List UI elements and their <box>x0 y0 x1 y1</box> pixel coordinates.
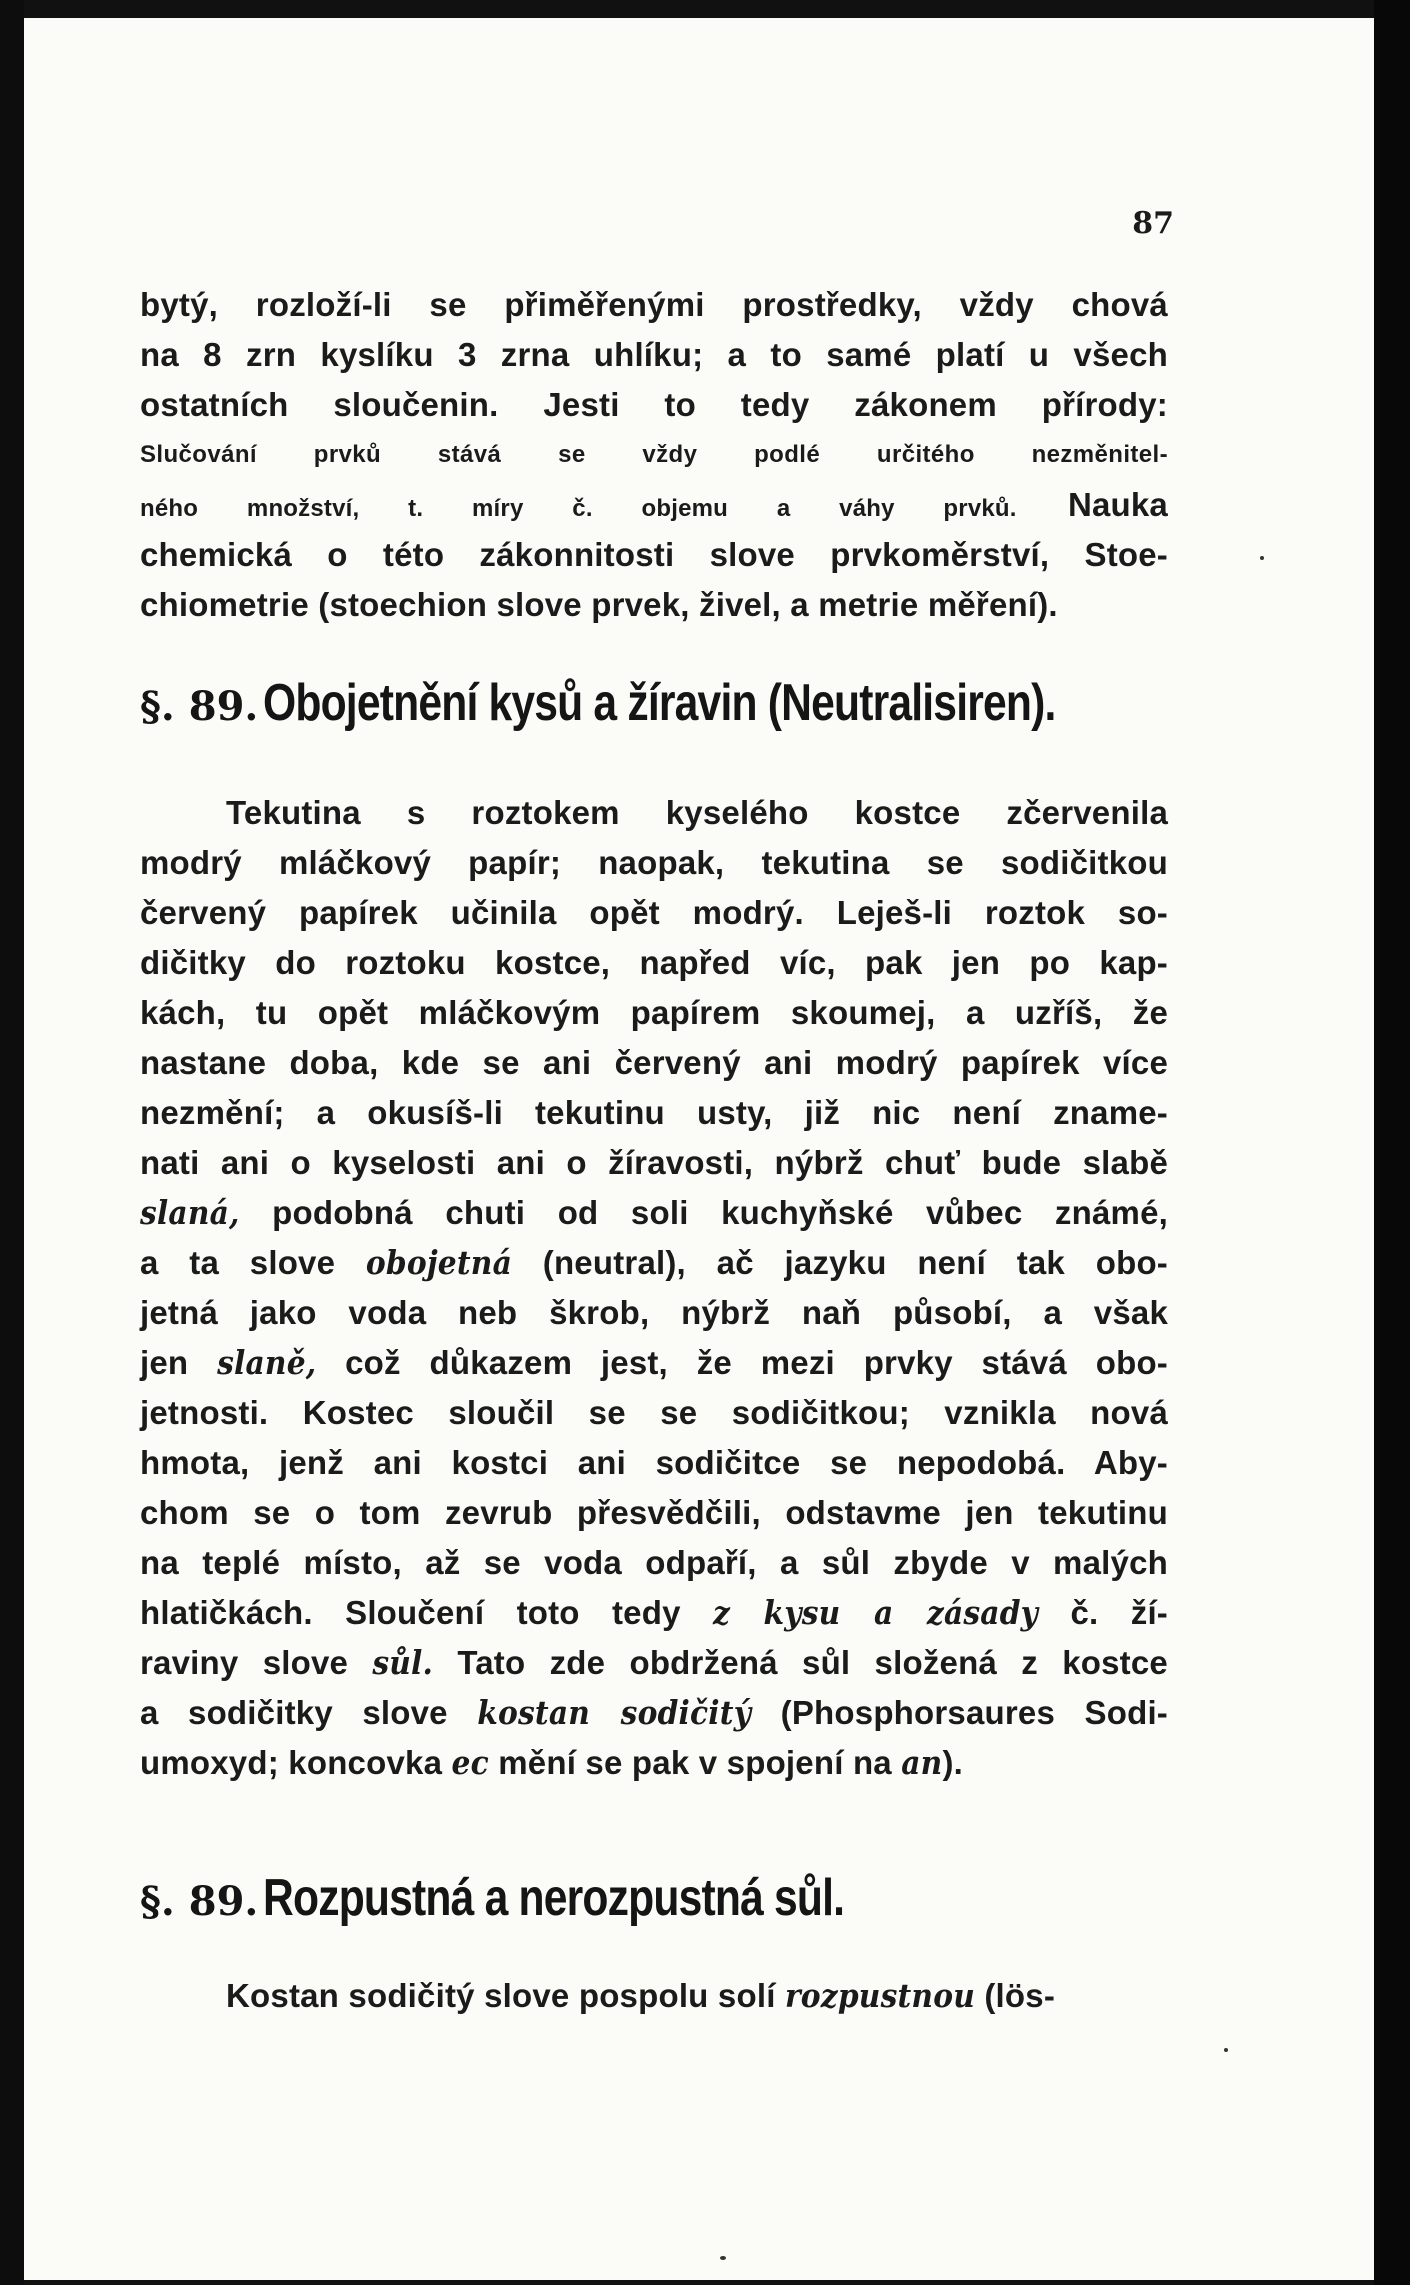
italic-term: an <box>901 1743 943 1782</box>
text-line <box>140 1038 1168 1088</box>
text-line <box>140 1438 1168 1488</box>
paragraph-1 <box>140 280 1168 630</box>
text-line <box>140 530 1168 580</box>
italic-term: ec <box>451 1743 489 1782</box>
line-text: Tekutina s roztokem kyselého kostce zčervenila <box>226 794 1168 831</box>
line-text: mění se pak v spojení na <box>488 1744 902 1781</box>
text-line <box>140 1538 1168 1588</box>
line-text: umoxyd; koncovka <box>140 1744 452 1781</box>
italic-term: rozpustnou <box>784 1976 975 2015</box>
line-text: hmota, jenž ani kostci ani sodičitce se nepodobá. Aby- <box>140 1444 1168 1481</box>
line-text: na teplé místo, až se voda odpaří, a sůl zbyde v malých <box>140 1544 1168 1581</box>
line-text: jetnosti. Kostec sloučil se se sodičitkou; vznikla nová <box>140 1394 1168 1431</box>
line-text: modrý mláčkový papír; naopak, tekutina se sodičitkou <box>140 844 1168 881</box>
line-text: nati ani o kyselosti ani o žíravosti, nýbrž chuť bude slabě <box>140 1144 1168 1181</box>
text-line <box>140 1488 1168 1538</box>
page-number: 87 <box>1132 206 1174 241</box>
line-text: což důkazem jest, že mezi prvky stává obo- <box>316 1344 1168 1381</box>
paragraph-2 <box>140 788 1168 1788</box>
text-line <box>140 1288 1168 1338</box>
text-line <box>140 1238 1168 1288</box>
text-line <box>140 1971 1168 2021</box>
line-text: nastane doba, kde se ani červený ani modrý papírek více <box>140 1044 1168 1081</box>
text-line <box>140 1388 1168 1438</box>
text-line <box>140 888 1168 938</box>
section-number: §. 89. <box>140 1878 259 1925</box>
italic-term: obojetná <box>365 1243 513 1282</box>
line-text: podobná chuti od soli kuchyňské vůbec známé, <box>239 1194 1168 1231</box>
text-line <box>140 1088 1168 1138</box>
section-number: §. 89. <box>140 683 259 730</box>
line-text: kách, tu opět mláčkovým papírem skoumej, a uzříš, že <box>140 994 1168 1031</box>
section-heading-salts <box>140 1863 1168 1933</box>
line-text: ). <box>942 1744 964 1781</box>
scan-speck <box>1260 556 1264 560</box>
italic-term: sůl. <box>372 1643 434 1682</box>
text-line <box>140 1138 1168 1188</box>
scan-left-edge <box>0 0 24 2285</box>
line-text: chom se o tom zevrub přesvědčili, odstavme jen tekutinu <box>140 1494 1168 1531</box>
line-text: chiometrie (stoechion slove prvek, živel, a metrie měření). <box>140 586 1058 623</box>
text-line <box>140 480 1168 530</box>
section-title: Rozpustná a nerozpustná sůl. <box>262 1869 844 1927</box>
text-line <box>140 838 1168 888</box>
text-line <box>140 1738 1168 1788</box>
paragraph-3 <box>140 1971 1168 2021</box>
line-text: č. ží- <box>1038 1594 1168 1631</box>
line-text: červený papírek učinila opět modrý. Leješ-li roztok so- <box>140 894 1168 931</box>
line-text: Kostan sodičitý slove pospolu solí <box>226 1977 785 2014</box>
text-line <box>140 1188 1168 1238</box>
scan-speck <box>1224 2048 1228 2052</box>
line-text: nezmění; a okusíš-li tekutinu usty, již nic není zname- <box>140 1094 1168 1131</box>
italic-term: slaná, <box>140 1193 240 1232</box>
text-line <box>140 938 1168 988</box>
text-line <box>140 380 1168 430</box>
text-line <box>140 580 1168 630</box>
line-text: jetná jako voda neb škrob, nýbrž naň působí, a však <box>140 1294 1168 1331</box>
line-text: Slučování prvků stává se vždy podlé určitého nezměnitel- <box>140 441 1168 468</box>
line-text: (Phosphorsaures Sodi- <box>751 1694 1168 1731</box>
line-text: bytý, rozloží-li se přiměřenými prostředky, vždy chová <box>140 286 1168 323</box>
line-text: dičitky do roztoku kostce, napřed víc, pak jen po kap- <box>140 944 1168 981</box>
italic-term: slaně, <box>217 1343 317 1382</box>
line-text: ného množství, t. míry č. objemu a váhy prvků. <box>140 495 1017 522</box>
text-line <box>140 1588 1168 1638</box>
text-line <box>140 280 1168 330</box>
section-heading-neutralisation <box>140 668 1168 738</box>
scan-right-edge <box>1374 0 1410 2285</box>
text-line <box>140 430 1168 480</box>
line-text: Nauka <box>1016 486 1168 523</box>
line-text: raviny slove <box>140 1644 373 1681</box>
scan-speck <box>720 2256 726 2260</box>
line-text: (lös- <box>975 1977 1056 2014</box>
line-text: (neutral), ač jazyku není tak obo- <box>512 1244 1168 1281</box>
line-text: hlatičkách. Sloučení toto tedy <box>140 1594 713 1631</box>
book-page <box>24 18 1374 2280</box>
text-line <box>140 788 1168 838</box>
line-text: jen <box>140 1344 218 1381</box>
text-line <box>140 1338 1168 1388</box>
section-title: Obojetnění kysů a žíravin (Neutralisiren). <box>262 674 1056 732</box>
italic-term: kostan sodičitý <box>477 1693 752 1732</box>
line-text: a ta slove <box>140 1244 366 1281</box>
text-line <box>140 1638 1168 1688</box>
text-line <box>140 1688 1168 1738</box>
line-text: na 8 zrn kyslíku 3 zrna uhlíku; a to samé platí u všech <box>140 336 1168 373</box>
text-line <box>140 330 1168 380</box>
text-line <box>140 988 1168 1038</box>
line-text: chemická o této zákonnitosti slove prvkoměrství, Stoe- <box>140 536 1168 573</box>
line-text: ostatních sloučenin. Jesti to tedy zákonem přírody: <box>140 386 1168 423</box>
line-text: a sodičitky slove <box>140 1694 478 1731</box>
italic-term: z kysu a zásady <box>712 1593 1039 1632</box>
line-text: Tato zde obdržená sůl složená z kostce <box>433 1644 1168 1681</box>
